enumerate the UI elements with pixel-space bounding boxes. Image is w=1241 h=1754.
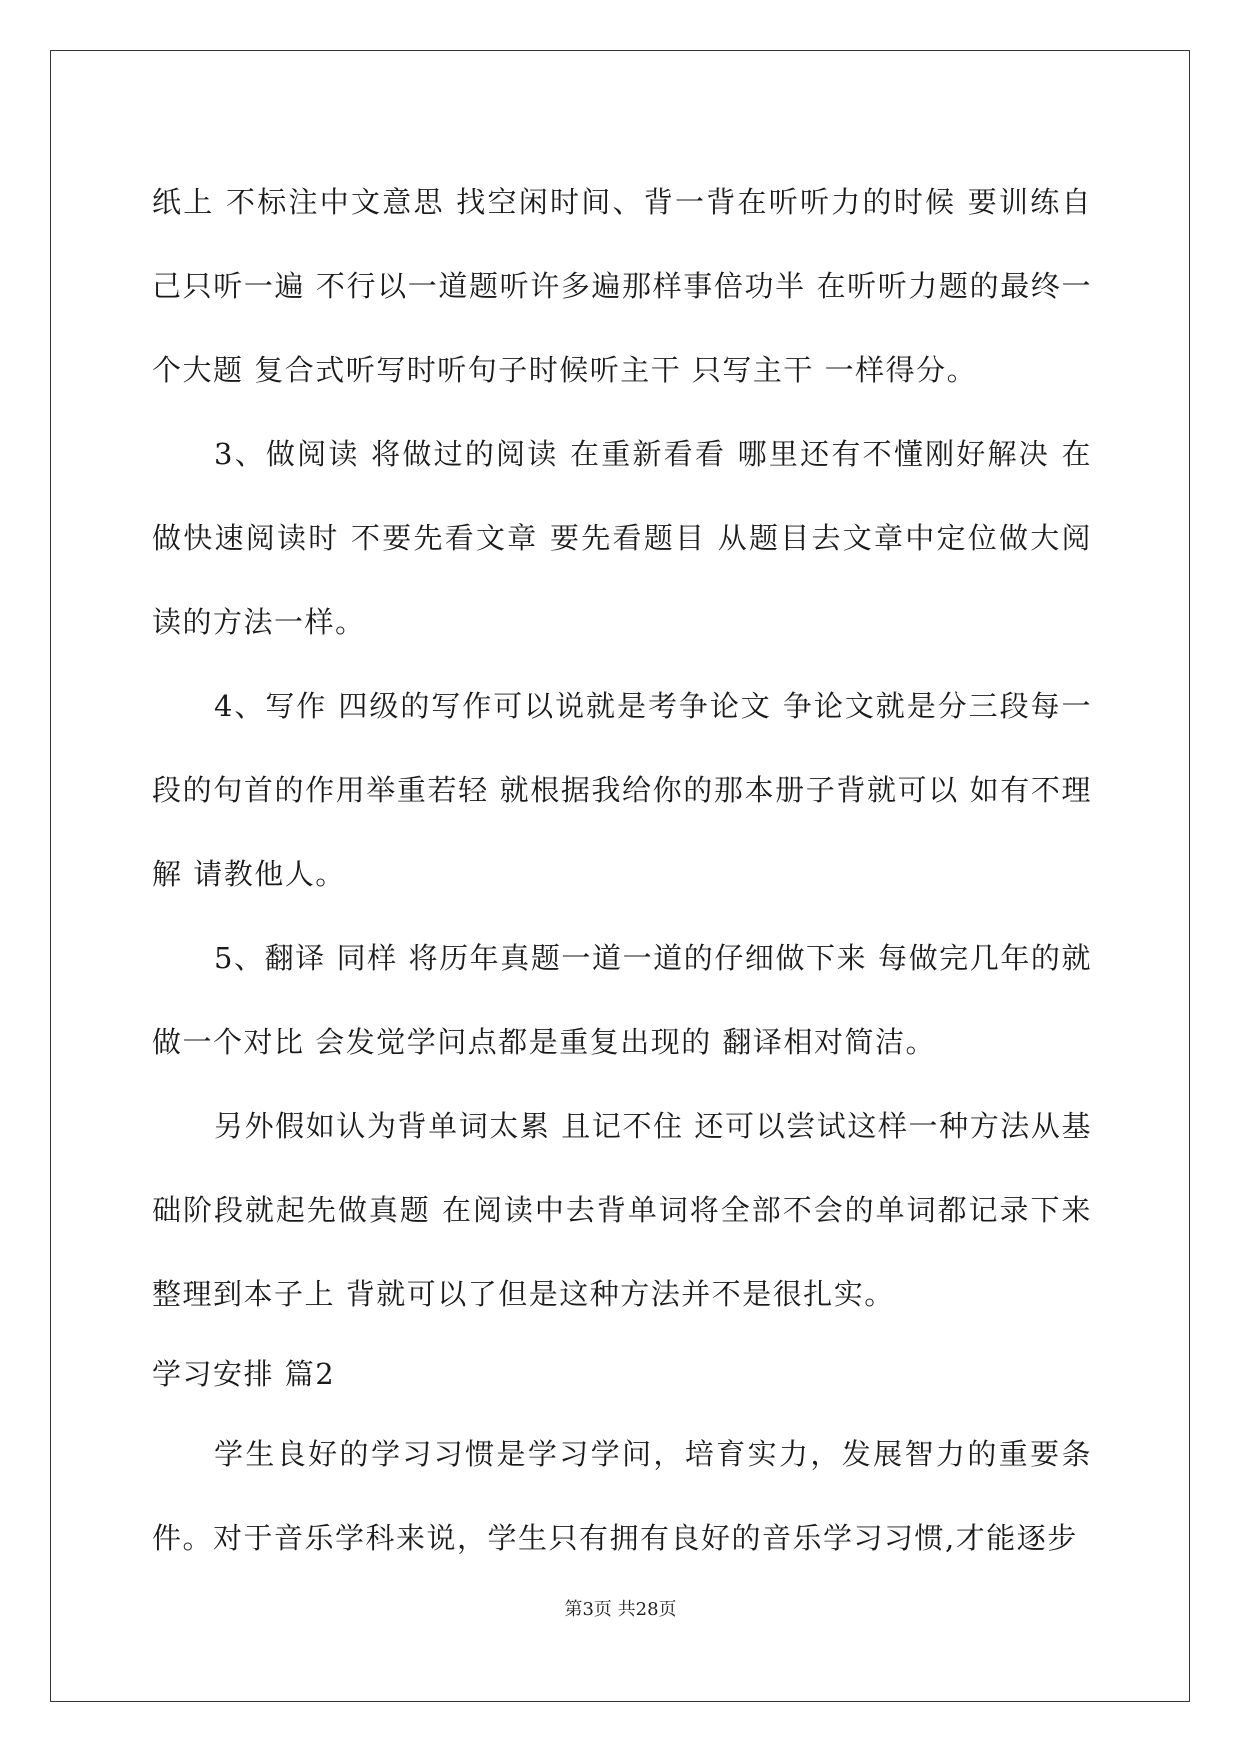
paragraph-3: 4、写作 四级的写作可以说就是考争论文 争论文就是分三段每一段的句首的作用举重若轻 就根据我给你的那本册子背就可以 如有不理解 请教他人。 [152, 689, 1092, 891]
page-number: 第3页 共28页 [564, 1599, 677, 1620]
section-paragraph-1: 学生良好的学习习惯是学习学问，培育实力，发展智力的重要条件。对于音乐学科来说，学生只有拥有良好的音乐学习习惯,才能逐步 [152, 1437, 1092, 1555]
paragraph-1: 纸上 不标注中文意思 找空闲时间、背一背在听听力的时候 要训练自己只听一遍 不行以一道题听许多遍那样事倍功半 在听听力题的最终一个大题 复合式听写时听句子时候听主干 只写主干 一样得分。 [152, 185, 1092, 387]
paragraph-4: 5、翻译 同样 将历年真题一道一道的仔细做下来 每做完几年的就做一个对比 会发觉学问点都是重复出现的 翻译相对简洁。 [152, 941, 1092, 1059]
document-body [152, 160, 1092, 1580]
paragraph-5: 另外假如认为背单词太累 且记不住 还可以尝试这样一种方法从基础阶段就起先做真题 在阅读中去背单词将全部不会的单词都记录下来 整理到本子上 背就可以了但是这种方法并不是很扎实。 [152, 1109, 1092, 1311]
section-heading: 学习安排 篇2 [152, 1357, 336, 1391]
paragraph-2: 3、做阅读 将做过的阅读 在重新看看 哪里还有不懂刚好解决 在做快速阅读时 不要先看文章 要先看题目 从题目去文章中定位做大阅读的方法一样。 [152, 437, 1092, 639]
